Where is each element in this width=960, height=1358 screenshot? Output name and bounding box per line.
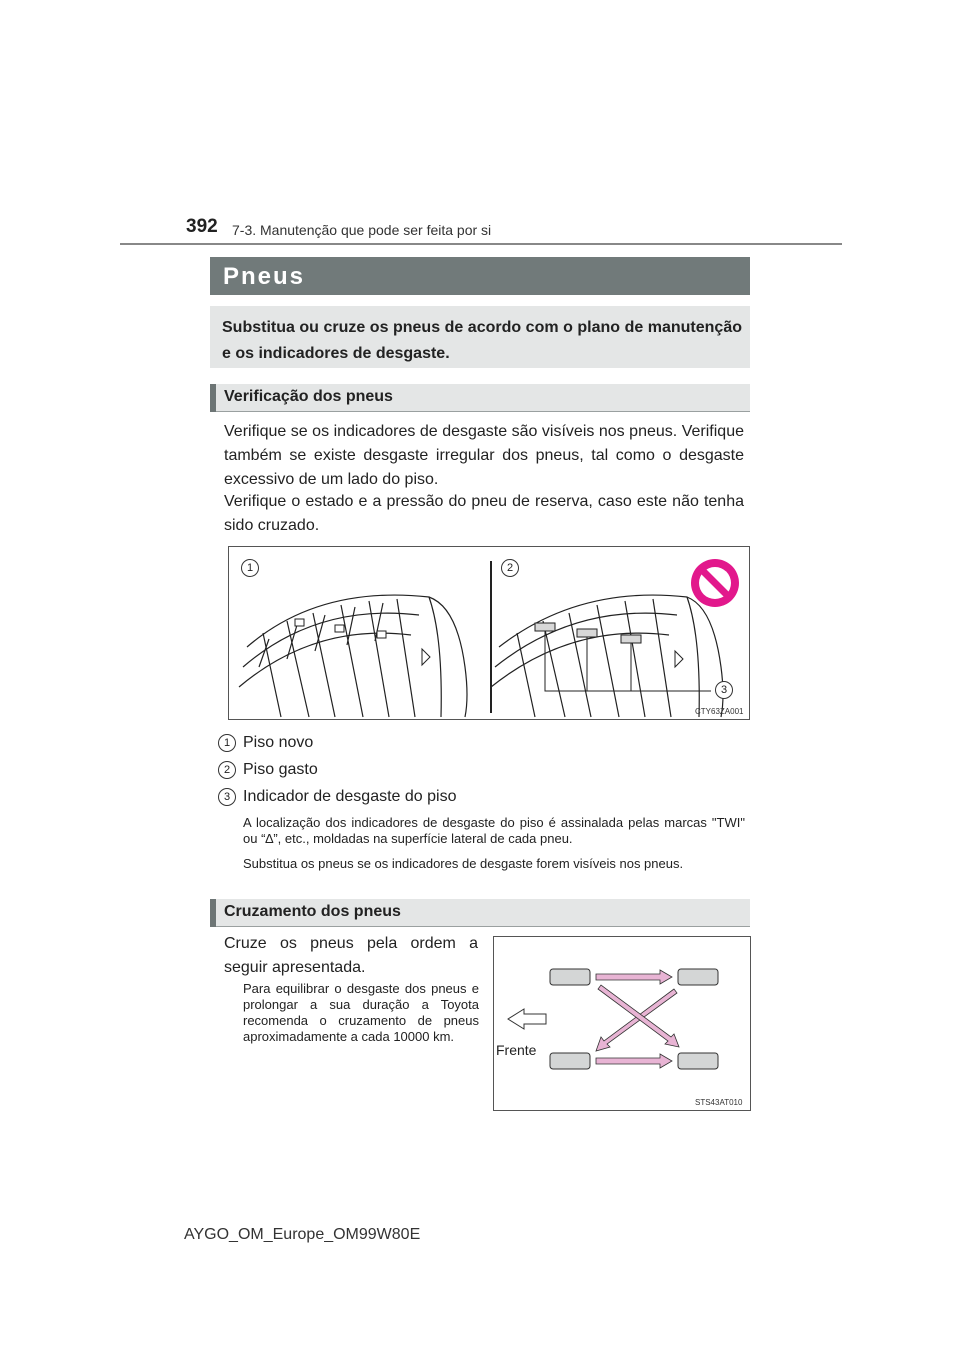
figure-callout-1: 1 [241, 559, 259, 577]
tire-rotation-paragraph: Cruze os pneus pela ordem a seguir apresentada. [224, 935, 478, 976]
legend-num-3: 3 [218, 788, 236, 806]
figure-callout-3: 3 [715, 681, 733, 699]
front-label: Frente [496, 1042, 537, 1058]
intro-box [210, 306, 750, 368]
legend-num-1: 1 [218, 734, 236, 752]
tire-tread-figure [228, 546, 750, 720]
section-heading-text: Verificação dos pneus [224, 388, 393, 405]
header-rule [120, 243, 842, 245]
section-heading-text: Cruzamento dos pneus [224, 903, 401, 920]
page-title: Pneus [223, 263, 306, 290]
legend-text-3: Indicador de desgaste do piso [243, 788, 457, 805]
tire-check-paragraph-1: Verifique se os indicadores de desgaste são visíveis nos pneus. Verifique também se existe desgaste irregular dos pneus, tal como o desgaste excessivo de um lado do piso. [224, 423, 744, 488]
rotation-figure-code: STS43AT010 [695, 1098, 743, 1107]
chapter-title: 7-3. Manutenção que pode ser feita por si [232, 222, 492, 238]
section-heading-tire-check [210, 384, 750, 412]
page-number: 392 [186, 216, 218, 237]
tire-rotation-figure [493, 936, 751, 1111]
page-title-bar [210, 257, 750, 295]
tire-rotation-diagram [494, 937, 750, 1110]
legend-text-1: Piso novo [243, 734, 314, 751]
figure-code: CTY63ZA001 [695, 707, 744, 716]
section-heading-tire-rotation [210, 899, 750, 927]
legend-text-2: Piso gasto [243, 761, 318, 778]
tire-tread-illustration [229, 547, 749, 719]
figure-callout-2: 2 [501, 559, 519, 577]
footer-document-id: AYGO_OM_Europe_OM99W80E [184, 1226, 421, 1243]
wear-indicator-note-1: A localização dos indicadores de desgaste do piso é assinalada pelas marcas "TWI" ou “∆”, etc., moldadas na superfície lateral de cada pneu. [243, 815, 745, 846]
legend-num-2: 2 [218, 761, 236, 779]
tire-check-paragraph-2: Verifique o estado e a pressão do pneu de reserva, caso este não tenha sido cruzado. [224, 493, 744, 534]
tire-rotation-note: Para equilibrar o desgaste dos pneus e prolongar a sua duração a Toyota recomenda o cruzamento de pneus aproximadamente a cada 10000 km. [243, 981, 479, 1044]
section-heading-bar [210, 899, 216, 927]
wear-indicator-note-2: Substitua os pneus se os indicadores de desgaste forem visíveis nos pneus. [243, 856, 684, 871]
intro-text: Substitua ou cruze os pneus de acordo com o plano de manutenção e os indicadores de desgaste. [222, 319, 742, 362]
section-heading-bar [210, 384, 216, 412]
prohibited-icon [691, 559, 739, 607]
